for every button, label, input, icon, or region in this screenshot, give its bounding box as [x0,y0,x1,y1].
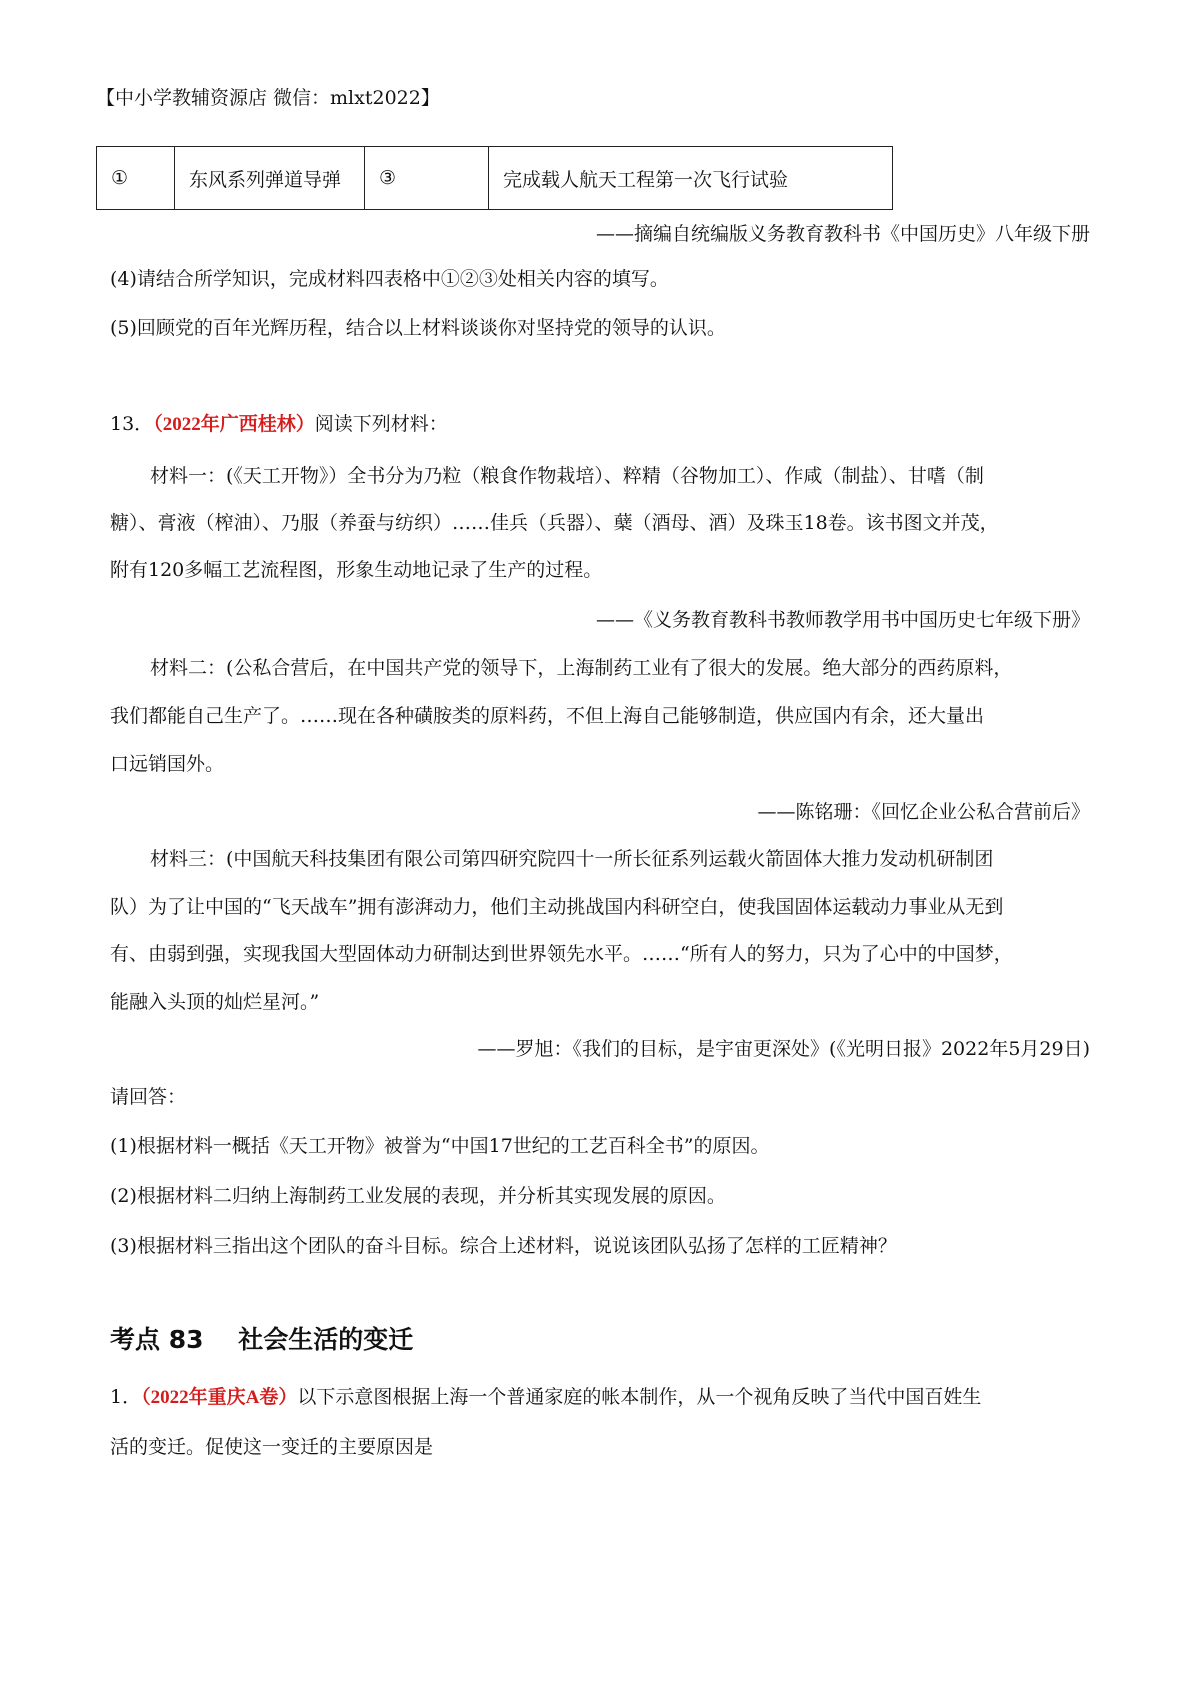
question-source-tag: （2022年广西桂林） [153,414,315,435]
section-heading: 考点 83 社会生活的变迁 [110,1325,414,1354]
material-line: 我们都能自己生产了。……现在各种磺胺类的原料药，不但上海自己能够制造，供应国内有余，还大量出 [110,705,985,727]
question-stem: 阅读下列材料： [314,413,448,435]
source-citation: ——罗旭：《我们的目标，是宇宙更深处》(《光明日报》2022年5月29日) [477,1038,1090,1060]
question-stem: 以下示意图根据上海一个普通家庭的帐本制作，从一个视角反映了当代中国百姓生 [297,1386,982,1408]
question-line: (2)根据材料二归纳上海制药工业发展的表现，并分析其实现发展的原因。 [110,1185,726,1207]
question-line: (4)请结合所学知识，完成材料四表格中①②③处相关内容的填写。 [110,268,669,290]
source-citation: ——陈铭珊：《回忆企业公私合营前后》 [757,801,1090,823]
achievement-table [96,146,893,210]
material-line: 能融入头顶的灿烂星河。” [110,991,320,1013]
material-line: 材料一：(《天工开物》）全书分为乃粒（粮食作物栽培）、粹精（谷物加工）、作咸（制盐）、甘嗜（制 [150,465,984,487]
table-cell: ① [97,147,175,210]
source-citation: ——《义务教育教科书教师教学用书中国历史七年级下册》 [595,609,1090,631]
table-cell: 完成载人航天工程第一次飞行试验 [489,147,893,210]
table-row [97,147,893,210]
material-line: 有、由弱到强，实现我国大型固体动力研制达到世界领先水平。……“所有人的努力，只为了心中的中国梦， [110,943,1013,965]
question-line: 活的变迁。促使这一变迁的主要原因是 [110,1436,434,1458]
question-line: (3)根据材料三指出这个团队的奋斗目标。综合上述材料，说说该团队弘扬了怎样的工匠精神？ [110,1235,897,1257]
table-cell: 东风系列弹道导弹 [175,147,365,210]
source-citation: ——摘编自统编版义务教育教科书《中国历史》八年级下册 [595,223,1090,245]
material-line: 糖）、膏液（榨油）、乃服（养蚕与纺织）……佳兵（兵器）、蘖（酒母、酒）及珠玉18卷。该书图文并茂， [110,512,999,534]
material-line: 材料三：(中国航天科技集团有限公司第四研究院四十一所长征系列运载火箭固体大推力发动机研制团 [150,848,994,870]
question-line: (5)回顾党的百年光辉历程，结合以上材料谈谈你对坚持党的领导的认识。 [110,317,726,339]
material-line: 队）为了让中国的“飞天战车”拥有澎湃动力，他们主动挑战国内科研空白，使我国固体运载动力事业从无到 [110,896,1004,918]
question-1-stem [110,1383,981,1412]
material-line: 口远销国外。 [110,753,225,775]
answer-prompt: 请回答： [110,1086,187,1108]
question-line: (1)根据材料一概括《天工开物》被誉为“中国17世纪的工艺百科全书”的原因。 [110,1135,770,1157]
question-number: 1． [110,1386,142,1408]
question-source-tag: （2022年重庆A卷） [141,1387,298,1408]
question-number: 13． [110,413,154,435]
table-cell: ③ [365,147,489,210]
material-line: 附有120多幅工艺流程图，形象生动地记录了生产的过程。 [110,559,603,581]
question-13-stem [110,410,448,439]
header-watermark: 【中小学教辅资源店 微信：mlxt2022】 [96,87,440,109]
material-line: 材料二：(公私合营后，在中国共产党的领导下，上海制药工业有了很大的发展。绝大部分的西药原料， [150,657,1013,679]
